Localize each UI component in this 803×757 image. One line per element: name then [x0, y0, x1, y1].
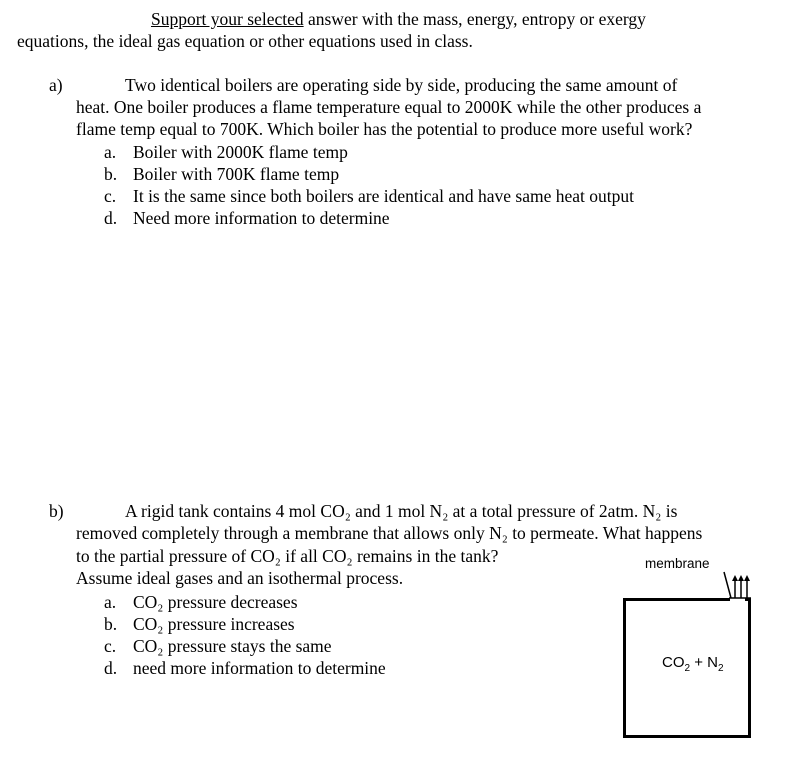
question-b-option-text: CO₂ pressure increases — [133, 614, 295, 634]
question-a-option-text: It is the same since both boilers are identical and have same heat output — [133, 186, 635, 206]
question-a-option-letter: d. — [104, 208, 118, 228]
question-b-option-letter: c. — [104, 636, 117, 656]
tank-label-co2: CO — [662, 654, 685, 671]
question-b-label: b) — [49, 501, 64, 521]
question-b-option-text: CO₂ pressure stays the same — [133, 636, 332, 656]
question-a-text-line: flame temp equal to 700K. Which boiler has the potential to produce more useful work? — [76, 119, 693, 139]
tank-label-n2: N — [707, 654, 719, 671]
instructions-underlined: Support your selected — [151, 9, 304, 29]
question-a-option-text: Need more information to determine — [133, 208, 390, 228]
permeation-arrows-icon — [722, 566, 762, 606]
question-b-text-line: Assume ideal gases and an isothermal process. — [76, 568, 404, 588]
question-b-option-letter: a. — [104, 592, 117, 612]
tank-label-plus: + — [690, 654, 708, 671]
question-a-option-letter: a. — [104, 142, 117, 162]
question-a-text-line: heat. One boiler produces a flame temperature equal to 2000K while the other produces a — [76, 97, 702, 117]
question-b-option-text: CO₂ pressure decreases — [133, 592, 298, 612]
question-a-label: a) — [49, 75, 63, 95]
membrane-label: membrane — [645, 556, 710, 571]
question-a-text-line: Two identical boilers are operating side by side, producing the same amount of — [125, 75, 678, 95]
instructions-line-1 — [151, 9, 646, 29]
question-b-text-line: to the partial pressure of CO₂ if all CO₂ remains in the tank? — [76, 546, 499, 566]
question-a-option-letter: c. — [104, 186, 117, 206]
question-b-text-line: A rigid tank contains 4 mol CO₂ and 1 mol N₂ at a total pressure of 2atm. N₂ is — [125, 501, 678, 521]
question-b-option-letter: b. — [104, 614, 118, 634]
question-b-option-letter: d. — [104, 658, 118, 678]
question-a-option-letter: b. — [104, 164, 118, 184]
tank-contents-label — [662, 654, 724, 674]
question-a-option-text: Boiler with 700K flame temp — [133, 164, 340, 184]
instructions-line-2: equations, the ideal gas equation or other equations used in class. — [17, 31, 473, 51]
question-a-option-text: Boiler with 2000K flame temp — [133, 142, 348, 162]
question-b-text-line: removed completely through a membrane that allows only N₂ to permeate. What happens — [76, 523, 703, 543]
tank-label-co2-sub: 2 — [684, 663, 691, 674]
instructions-rest: answer with the mass, energy, entropy or exergy — [303, 9, 646, 29]
question-b-option-text: need more information to determine — [133, 658, 386, 678]
tank-label-n2-sub: 2 — [718, 663, 724, 674]
